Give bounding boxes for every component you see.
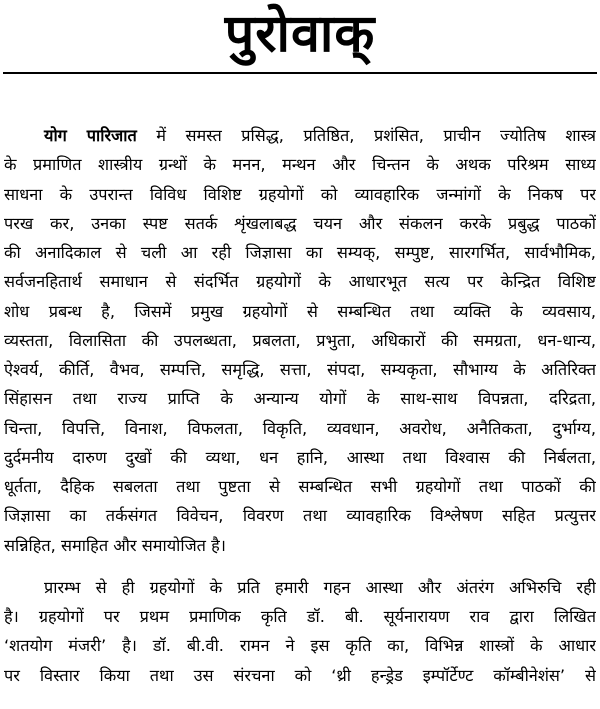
paragraph-1-line: योग पारिजात में समस्त प्रसिद्ध, प्रतिष्ठित, प्रशंसित, प्राचीन ज्योतिष शास्त्र bbox=[44, 126, 596, 145]
paragraph-1-line: के प्रमाणित शास्त्रीय ग्रन्थों के मनन, मन्थन और चिन्तन के अथक परिश्रम साध्य bbox=[4, 155, 596, 175]
paragraph-1-line: ऐश्वर्य, कीर्ति, वैभव, सम्पत्ति, समृद्धि, सत्ता, संपदा, सम्यकृता, सौभाग्य के अतिरिक्त bbox=[4, 360, 596, 379]
paragraph-1-line: व्यस्तता, विलासिता की उपलब्धता, प्रबलता, प्रभुता, अधिकारों की समग्रता, धन-धान्य, bbox=[4, 330, 596, 350]
paragraph-2-line: है। ग्रहयोगों पर प्रथम प्रमाणिक कृति डॉ. बी. सूर्यनारायण राव द्वारा लिखित bbox=[4, 607, 596, 626]
paragraph-1-line: धूर्तता, दैहिक सबलता तथा पुष्टता से सम्बन्धित सभी ग्रहयोगों तथा पाठकों की bbox=[4, 477, 596, 496]
paragraph-1-line: सिंहासन तथा राज्य प्राप्ति के अन्यान्य योगों के साथ-साथ विपन्नता, दरिद्रता, bbox=[4, 389, 596, 409]
paragraph-1-line: परख कर, उनका स्पष्ट सतर्क शृंखलाबद्ध चयन और संकलन करके प्रबुद्ध पाठकों bbox=[4, 213, 596, 233]
paragraph-1-line: सर्वजनहितार्थ समाधान से संदर्भित ग्रहयोगों के आधारभूत सत्य पर केन्द्रित विशिष्ट bbox=[4, 272, 596, 292]
paragraph-1-line: शोध प्रबन्ध है, जिसमें प्रमुख ग्रहयोगों से सम्बन्धित तथा व्यक्ति के व्यवसाय, bbox=[4, 301, 596, 321]
paragraph-2-line: प्रारम्भ से ही ग्रहयोगों के प्रति हमारी गहन आस्था और अंतरंग अभिरुचि रही bbox=[44, 577, 596, 597]
paragraph-1-line: जिज्ञासा का तर्कसंगत विवेचन, विवरण तथा व्यावहारिक विश्लेषण सहित प्रत्युत्तर bbox=[4, 506, 596, 526]
paragraph-gap bbox=[4, 560, 596, 573]
paragraph-1-line: साधना के उपरान्त विविध विशिष्ट ग्रहयोगों को व्यावहारिक जन्मांगों के निकष पर bbox=[4, 184, 596, 204]
page-title: पुरोवाक् bbox=[224, 4, 376, 64]
paragraph-2-line: पर विस्तार किया तथा उस संरचना को ‘थ्री हन्ड्रेड इम्पॉर्टेण्ट कॉम्बीनेशंस’ से bbox=[4, 665, 596, 685]
paragraph-2-line: ‘शतयोग मंजरी’ है। डॉ. बी.वी. रामन ने इस कृति का, विभिन्न शास्त्रों के आधार bbox=[4, 636, 596, 656]
title-underline bbox=[3, 72, 597, 74]
paragraph-1-line: चिन्ता, विपत्ति, विनाश, विफलता, विकृति, व्यवधान, अवरोध, अनैतिकता, दुर्भाग्य, bbox=[4, 418, 596, 438]
paragraph-1-line: की अनादिकाल से चली आ रही जिज्ञासा का सम्यक्, सम्पुष्ट, सारगर्भित, सार्वभौमिक, bbox=[4, 243, 596, 262]
book-name: योग पारिजात bbox=[44, 126, 137, 145]
paragraph-1-line: दुर्दमनीय दारुण दुखों की व्यथा, धन हानि, आस्था तथा विश्वास की निर्बलता, bbox=[4, 447, 596, 467]
paragraph-1-line: सन्निहित, समाहित और समायोजित है। bbox=[4, 535, 226, 555]
body-text bbox=[4, 121, 596, 690]
